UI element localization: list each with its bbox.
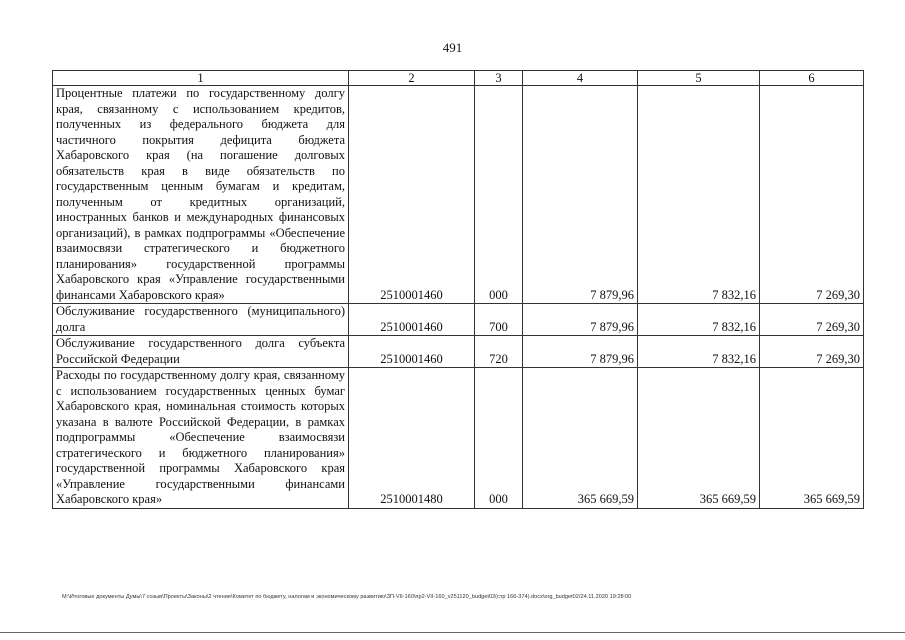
page-number: 491 bbox=[442, 40, 463, 55]
table-row bbox=[53, 304, 864, 336]
expense-name: Обслуживание государственного (муниципального) долга bbox=[53, 304, 349, 336]
amount-col-5: 365 669,59 bbox=[638, 368, 760, 509]
amount-col-4: 7 879,96 bbox=[523, 86, 638, 304]
table-row bbox=[53, 336, 864, 368]
target-article-code: 2510001460 bbox=[349, 336, 475, 368]
expense-type-code: 700 bbox=[475, 304, 523, 336]
budget-table bbox=[52, 70, 864, 509]
table-header-row bbox=[53, 71, 864, 86]
target-article-code: 2510001460 bbox=[349, 304, 475, 336]
header-cell: 4 bbox=[523, 71, 638, 86]
amount-col-4: 7 879,96 bbox=[523, 336, 638, 368]
amount-col-5: 7 832,16 bbox=[638, 336, 760, 368]
amount-col-6: 7 269,30 bbox=[760, 304, 864, 336]
expense-name: Процентные платежи по государственному долгу края, связанному с использованием кредитов, полученных из федерального бюджета для частичного покрытия дефицита бюджета Хабаровского края (на погашение долговых обязательств края в виде обязательств по государственным ценным бумагам и кредитам, полученным от кредитных организаций, иностранных банков и международных финансовых организаций), в рамках подпрограммы «Обеспечение взаимосвязи стратегического и бюджетного планирования» государственной программы Хабаровского края «Управление государственными финансами Хабаровского края» bbox=[53, 86, 349, 304]
header-cell: 1 bbox=[53, 71, 349, 86]
amount-col-4: 365 669,59 bbox=[523, 368, 638, 509]
expense-name: Обслуживание государственного долга субъекта Российской Федерации bbox=[53, 336, 349, 368]
amount-col-5: 7 832,16 bbox=[638, 304, 760, 336]
expense-type-code: 000 bbox=[475, 368, 523, 509]
amount-col-6: 7 269,30 bbox=[760, 336, 864, 368]
expense-type-code: 000 bbox=[475, 86, 523, 304]
header-cell: 2 bbox=[349, 71, 475, 86]
amount-col-6: 365 669,59 bbox=[760, 368, 864, 509]
amount-col-4: 7 879,96 bbox=[523, 304, 638, 336]
header-cell: 6 bbox=[760, 71, 864, 86]
page-bottom-divider bbox=[0, 632, 905, 633]
header-cell: 5 bbox=[638, 71, 760, 86]
table-row bbox=[53, 86, 864, 304]
amount-col-6: 7 269,30 bbox=[760, 86, 864, 304]
table-row bbox=[53, 368, 864, 509]
expense-type-code: 720 bbox=[475, 336, 523, 368]
target-article-code: 2510001460 bbox=[349, 86, 475, 304]
target-article-code: 2510001480 bbox=[349, 368, 475, 509]
document-path-footer: M:\Итоговые документы Думы\7 созыв\Проекты\Законы\2 чтение\Комитет по бюджету, налогам и экономическому развитию\ЗП-VII-160\пр2-VII-160_v251120_budget02(стр 166-374).docx\org_budget02/24.11.2020 19:28:00 bbox=[62, 594, 632, 600]
expense-name: Расходы по государственному долгу края, связанному с использованием государственных ценных бумаг Хабаровского края, номинальная стоимость которых указана в валюте Российской Федерации, в рамках подпрограммы «Обеспечение взаимосвязи стратегического и бюджетного планирования» государственной программы Хабаровского края «Управление государственными финансами Хабаровского края» bbox=[53, 368, 349, 509]
amount-col-5: 7 832,16 bbox=[638, 86, 760, 304]
header-cell: 3 bbox=[475, 71, 523, 86]
